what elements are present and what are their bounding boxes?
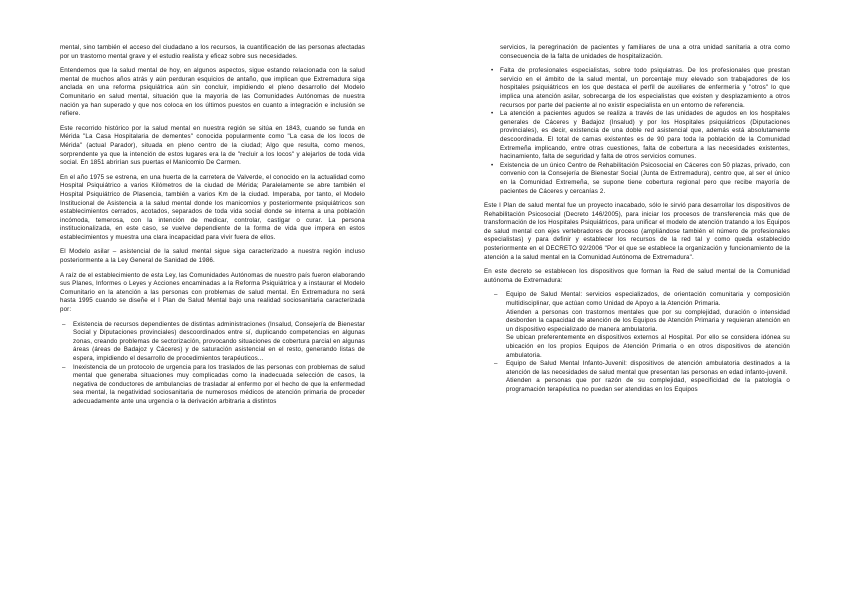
list-item: – Inexistencia de un protocolo de urgencia para los traslados de las personas con problemas de salud mental que generaba situaciones muy complicadas como la inadecuada selección de casos, la negativa de conductores de ambulancias de trasladar al enfermo por el hecho de que la enfermedad sea mental, la negatividad sociosanitaria de numerosos médicos de atención primaria de proceder adecuadamente ante una urgencia o la derivación arbitraria a distintos xyxy=(60,364,365,407)
characteristics-list xyxy=(60,321,365,407)
network-devices-list xyxy=(484,291,790,394)
list-item: • Existencia de un único Centro de Rehabilitación Psicosocial en Cáceres con 50 plazas, privado, con convenio con la Consejería de Bienestar Social (Junta de Extremadura), centro que, al ser el único en la Comunidad Extremeña, se supone tiene cobertura regional pero que recibe mayoría de pacientes de Cáceres y cercanías 2. xyxy=(484,162,790,196)
paragraph: servicios, la peregrinación de pacientes y familiares de una a otra unidad sanitaria a otra como consecuencia de la falta de unidades de hospitalización. xyxy=(500,44,790,60)
paragraph: En el año 1975 se estrena, en una huerta de la carretera de Valverde, el conocido en la actualidad como Hospital Psiquiátrico a varios Kilómetros de la ciudad de Mérida; Paralelamente se abre también el Hospital Psiquiátrico de Plasencia, también a varios Km de la ciudad. Imperaba, por tanto, el Modelo Institucional de Asistencia a la salud mental donde los manicomios y posteriormente psiquiátricos son establecimientos cerrados, acotados, separados de toda vida social donde se interna a una población incómoda, temerosa, con la intención de medicar, controlar, castigar o curar. La persona institucionalizada, en este caso, se vuelve dependiente de la forma de vida que impera en estos establecimientos y muestra una clara incapacidad para vivir fuera de ellos. xyxy=(60,173,365,241)
deficiencies-list xyxy=(484,67,790,196)
list-item: – Existencia de recursos dependientes de distintas administraciones (Insalud, Consejería de Bienestar Social y Diputaciones provinciales) descoordinados entre sí, duplicando competencias en algunas zonas, creando problemas de sectorización, provocando situaciones de cobertura parcial en algunas áreas (áreas de Badajoz y Cáceres) y de saturación asistencial en el resto, generando listas de espera, impidiendo el desarrollo de procedimientos terapéuticos... xyxy=(60,321,365,364)
item-title: – Equipo de Salud Mental Infanto-Juvenil: dispositivos de atención ambulatoria destinados a la atención de las necesidades de salud mental que presentan las personas en edad infanto-juvenil. xyxy=(506,360,790,376)
paragraph: mental, sino también el acceso del ciudadano a los recursos, la cuantificación de las personas afectadas por un trastorno mental grave y el estudio realista y eficaz sobre sus necesidades. xyxy=(60,44,365,60)
paragraph: El Modelo asilar – asistencial de la salud mental sigue siga caracterizado a nuestra región incluso posteriormente a la Ley General de Sanidad de 1986. xyxy=(60,248,365,265)
paragraph: En este decreto se establecen los dispositivos que forman la Red de salud mental de la Comunidad autónoma de Extremadura: xyxy=(484,268,790,284)
paragraph: A raíz de el establecimiento de esta Ley, las Comunidades Autónomas de nuestro país fueron elaborando sus Planes, Informes o Leyes y Acciones encaminadas a la Reforma Psiquiátrica y a instaurar el Modelo Comunitario en la atención a las personas con problemas de salud mental. En Extremadura no será hasta 1995 cuando se diseñe el I Plan de Salud Mental bajo una realidad sociosanitaria caracterizada por: xyxy=(60,271,365,314)
item-text: Se ubican preferentemente en dispositivos externos al Hospital. Por ello se considera idónea su ubicación en los propios Equipos de Atención Primaria o en otros dispositivos de atención ambulatoria. xyxy=(506,334,790,359)
paragraph: Este recorrido histórico por la salud mental en nuestra región se sitúa en 1843, cuando se funda en Mérida "La Casa Hospitalaria de dementes" conocida popularmente como "La casa de los locos de Mérida" (actual Parador), situada en pleno centro de la ciudad; Algo que resulta, como menos, sorprendente ya que la intención de estos lugares era la de "recluir a los locos" y alejarlos de toda vida social. En 1851 abrirían sus puertas el Manicomio De Carmen. xyxy=(60,124,365,167)
list-item: • La atención a pacientes agudos se realiza a través de las unidades de agudos en los hospitales generales de Cáceres y Badajoz (Insalud) y por los Hospitales psiquiátricos (Diputaciones provinciales), es decir, existencia de una doble red asistencial que, además está absolutamente descoordinada. El total de camas existentes es de 90 para toda la población de la Comunidad Extremeña implicando, entre otras cuestiones, falta de cobertura a las necesidades existentes, hacinamiento, falta de seguridad y falta de otros servicios comunes. xyxy=(484,110,790,162)
item-text: Atienden a personas que por razón de su complejidad, especificidad de la patología o programación terapéutica no puedan ser atendidas en los Equipos xyxy=(506,377,790,393)
list-item xyxy=(484,360,790,394)
item-title: – Equipo de Salud Mental: servicios especializados, de orientación comunitaria y composición multidisciplinar, que actúan como Unidad de Apoyo a la Atención Primaria. xyxy=(506,291,790,308)
list-item: • Falta de profesionales especialistas, sobre todo psiquiatras. De los profesionales que prestan servicio en el ámbito de la salud mental, un porcentaje muy elevado son trabajadores de los hospitales psiquiátricos en los que destaca el perfil de auxiliares de enfermería y "otros" lo que implica una atención asilar, sobrecarga de los especialistas que existen y desplazamiento a otros recursos por parte del paciente al no existir especialista en un entorno de referencia. xyxy=(484,67,790,110)
left-column xyxy=(60,44,365,413)
list-item xyxy=(484,291,790,360)
right-column xyxy=(484,44,790,395)
paragraph: Entendemos que la salud mental de hoy, en algunos aspectos, sigue estando relacionada con la salud mental de muchos años atrás y aún perduran esquicios de antaño, que implican que Extremadura siga anclada en una reforma psiquiátrica aún sin concluir, impidiendo el pleno desarrollo del Modelo Comunitario en salud mental, situación que la mayoría de las Comunidades Autónomas de nuestra nación ya han superado y que nos coloca en los últimos puestos en cuanto a integración e inclusión se refiere. xyxy=(60,67,365,118)
item-text: Atienden a personas con trastornos mentales que por su complejidad, duración o intensidad desborden la capacidad de atención de los Equipos de Atención Primaria y requieran atención en un dispositivo especializado de manera ambulatoria. xyxy=(506,308,790,333)
paragraph: Este I Plan de salud mental fue un proyecto inacabado, sólo le sirvió para desarrollar los dispositivos de Rehabilitación Psicosocial (Decreto 146/2005), para iniciar los procesos de transferencia más que de transformación de los Hospitales Psiquiátricos, para unificar el modelo de atención tratando a los Equipos de salud mental con ejes vertebradores de proceso (ampliándose también el número de profesionales especialistas) y para definir y establecer los recursos de la red tal y como queda establecido posteriormente en el DECRETO 92/2006 "Por el que se establece la organización y funcionamiento de la atención a la salud mental en la Comunidad Autónoma de Extremadura". xyxy=(484,202,790,261)
